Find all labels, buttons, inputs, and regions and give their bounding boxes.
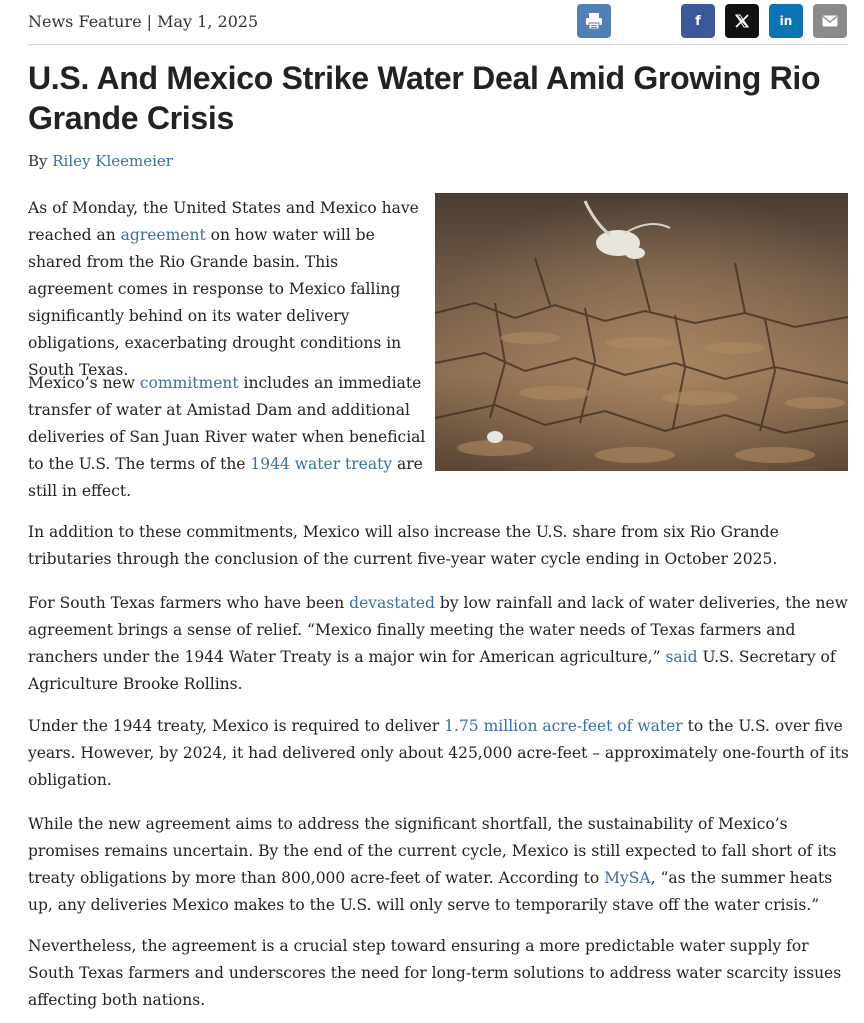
article-paragraph: [28, 933, 850, 1014]
paragraph-text: Mexico’s new: [28, 374, 140, 392]
paragraph-text: to the U.S. over five years. However, by 2024, it had delivered only about 425,000 acre-feet – approximately one-fourth of its obligation.: [28, 717, 849, 789]
article-image: [435, 193, 848, 471]
print-button[interactable]: [577, 4, 611, 38]
article-paragraph: [28, 713, 850, 794]
paragraph-text: Nevertheless, the agreement is a crucial step toward ensuring a more predictable water supply for South Texas farmers and underscores the need for long-term solutions to address water scarcity issues affecting both nations.: [28, 937, 842, 1009]
paragraph-text: includes an immediate transfer of water at Amistad Dam and additional deliveries of San Juan River water when beneficial to the U.S. The terms of the: [28, 374, 426, 473]
x-share-button[interactable]: [725, 4, 759, 38]
author-link[interactable]: Riley Kleemeier: [52, 152, 173, 170]
said-link[interactable]: said: [665, 648, 698, 666]
article-paragraph: [28, 519, 850, 573]
linkedin-icon: in: [779, 14, 793, 28]
article-meta-bar: [28, 0, 848, 45]
page-title: U.S. And Mexico Strike Water Deal Amid Growing Rio Grande Crisis: [28, 60, 821, 136]
devastated-link[interactable]: devastated: [349, 594, 435, 612]
byline-prefix: By: [28, 152, 53, 170]
paragraph-text: For South Texas farmers who have been: [28, 594, 350, 612]
linkedin-share-button[interactable]: [769, 4, 803, 38]
paragraph-text: As of Monday, the United States and Mexico have reached an: [28, 199, 419, 244]
article-paragraph: [28, 811, 850, 919]
paragraph-text: Under the 1944 treaty, Mexico is required to deliver: [28, 717, 445, 735]
commitment-link[interactable]: commitment: [139, 374, 239, 392]
paragraph-text: U.S. Secretary of Agriculture Brooke Rollins.: [28, 648, 836, 693]
water-treaty-link[interactable]: 1944 water treaty: [250, 455, 393, 473]
paragraph-text: While the new agreement aims to address the significant shortfall, the sustainability of Mexico’s promises remains uncertain. By the end of the current cycle, Mexico is still expected to fall short of its treaty obligations by more than 800,000 acre-feet of water. According to: [28, 815, 837, 887]
article-paragraph: [28, 590, 850, 698]
article-paragraph: [28, 195, 426, 384]
paragraph-text: , “as the summer heats up, any deliveries Mexico makes to the U.S. will only serve to temporarily stave off the water crisis.”: [28, 869, 833, 914]
paragraph-text: on how water will be shared from the Rio Grande basin. This agreement comes in response to Mexico falling significantly behind on its water delivery obligations, exacerbating drought conditions in South Texas.: [28, 226, 402, 379]
facebook-share-button[interactable]: [681, 4, 715, 38]
facebook-icon: f: [695, 13, 701, 29]
paragraph-text: In addition to these commitments, Mexico will also increase the U.S. share from six Rio Grande tributaries through the conclusion of the current five-year water cycle ending in October 2025.: [28, 523, 779, 568]
email-icon: [822, 15, 838, 27]
article-paragraph: [28, 370, 426, 505]
paragraph-text: are still in effect.: [28, 455, 423, 500]
acre-feet-link[interactable]: 1.75 million acre-feet of water: [444, 717, 683, 735]
email-share-button[interactable]: [813, 4, 847, 38]
paragraph-text: by low rainfall and lack of water deliveries, the new agreement brings a sense of relief. “Mexico finally meeting the water needs of Texas farmers and ranchers under the 1944 Water Treaty is a major win for American agriculture,”: [28, 594, 848, 666]
byline: [28, 152, 173, 170]
x-icon: [735, 14, 749, 28]
mysa-link[interactable]: MySA: [604, 869, 651, 887]
agreement-link[interactable]: agreement: [120, 226, 206, 244]
article-meta: News Feature | May 1, 2025: [28, 12, 259, 31]
print-icon: [584, 11, 604, 31]
